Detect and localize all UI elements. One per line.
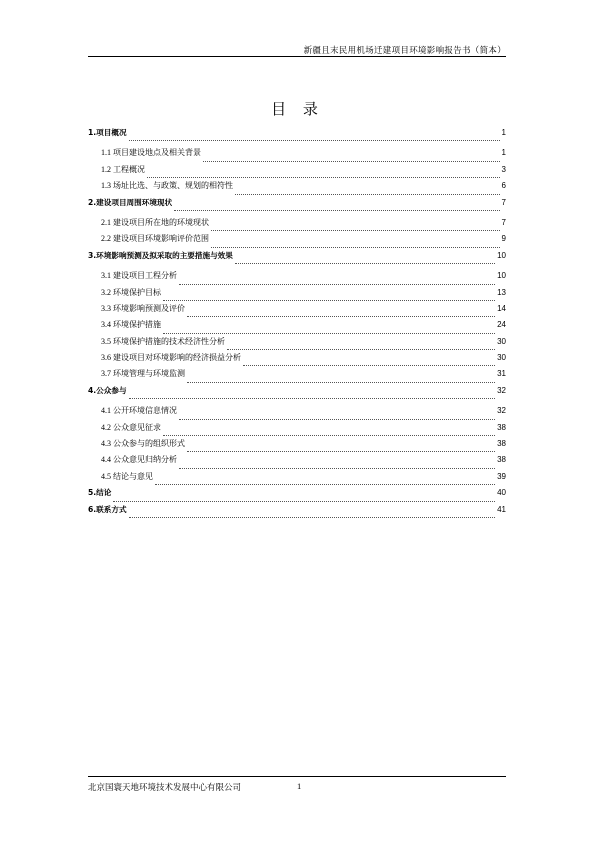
toc-entry-page: 1 — [501, 148, 506, 158]
toc-dot-leader — [179, 468, 495, 469]
toc-section-entry[interactable] — [88, 471, 506, 487]
toc-section-entry[interactable] — [88, 352, 506, 368]
toc-section-entry[interactable] — [88, 164, 506, 180]
toc-entry-label: 3.2 环境保护目标 — [101, 287, 161, 297]
toc-entry-page: 30 — [497, 353, 506, 363]
toc-entry-label: 4.1 公开环境信息情况 — [101, 406, 177, 416]
toc-dot-leader — [155, 484, 495, 485]
page-title: 目 录 — [271, 100, 324, 118]
toc-dot-leader — [129, 517, 496, 518]
toc-entry-page: 1 — [501, 128, 506, 137]
toc-entry-label: 3.7 环境管理与环境监测 — [101, 369, 185, 379]
toc-entry-label: 3.1 建设项目工程分析 — [101, 271, 177, 281]
toc-entry-label: 1.3 场址比选、与政策、规划的相符性 — [101, 181, 233, 191]
toc-entry-page: 14 — [497, 303, 506, 313]
toc-entry-page: 38 — [497, 455, 506, 465]
toc-entry-label: 4.公众参与 — [88, 385, 127, 395]
toc-entry-page: 41 — [497, 504, 506, 514]
toc-entry-label: 2.1 建设项目所在地的环境现状 — [101, 217, 209, 227]
toc-dot-leader — [211, 247, 500, 248]
toc-dot-leader — [187, 451, 495, 452]
toc-entry-label: 3.5 环境保护措施的技术经济性分析 — [101, 336, 225, 346]
footer-page-number: 1 — [297, 781, 302, 791]
toc-section-entry[interactable] — [88, 217, 506, 233]
toc-chapter-entry[interactable] — [88, 127, 506, 143]
toc-entry-page: 9 — [501, 234, 506, 244]
toc-entry-label: 5.结论 — [88, 488, 112, 498]
toc-entry-label: 3.4 环境保护措施 — [101, 320, 161, 330]
toc-entry-label: 2.建设项目周围环境现状 — [88, 197, 173, 207]
toc-chapter-entry[interactable] — [88, 197, 506, 213]
toc-entry-label: 1.2 工程概况 — [101, 164, 145, 174]
toc-entry-page: 24 — [497, 320, 506, 330]
toc-section-entry[interactable] — [88, 454, 506, 470]
toc-chapter-entry[interactable] — [88, 385, 506, 401]
toc-entry-page: 31 — [497, 369, 506, 379]
toc-entry-label: 4.2 公众意见征求 — [101, 422, 161, 432]
toc-entry-label: 1.1 项目建设地点及相关背景 — [101, 148, 201, 158]
toc-entry-label: 6.联系方式 — [88, 504, 127, 514]
toc-entry-label: 3.环境影响预测及拟采取的主要措施与效果 — [88, 250, 233, 260]
toc-section-entry[interactable] — [88, 422, 506, 438]
toc-dot-leader — [174, 210, 499, 211]
toc-entry-page: 38 — [497, 422, 506, 432]
toc-dot-leader — [129, 398, 496, 399]
toc-entry-page: 6 — [501, 181, 506, 191]
toc-dot-leader — [129, 140, 500, 141]
toc-entry-page: 10 — [497, 271, 506, 281]
toc-chapter-entry[interactable] — [88, 250, 506, 266]
toc-dot-leader — [243, 365, 495, 366]
toc-entry-label: 3.6 建设项目对环境影响的经济损益分析 — [101, 353, 241, 363]
toc-entry-page: 13 — [497, 287, 506, 297]
toc-section-entry[interactable] — [88, 287, 506, 303]
running-header: 新疆且末民用机场迁建项目环境影响报告书（简本） — [303, 45, 506, 55]
toc-section-entry[interactable] — [88, 438, 506, 454]
toc-dot-leader — [163, 333, 495, 334]
toc-section-entry[interactable] — [88, 147, 506, 163]
toc-dot-leader — [227, 349, 495, 350]
toc-section-entry[interactable] — [88, 336, 506, 352]
toc-chapter-entry[interactable] — [88, 504, 506, 520]
toc-entry-label: 3.3 环境影响预测及评价 — [101, 303, 185, 313]
toc-section-entry[interactable] — [88, 405, 506, 421]
table-of-contents — [88, 127, 506, 520]
toc-entry-label: 4.5 结论与意见 — [101, 471, 153, 481]
toc-section-entry[interactable] — [88, 233, 506, 249]
toc-entry-page: 38 — [497, 439, 506, 449]
toc-dot-leader — [179, 284, 495, 285]
toc-dot-leader — [147, 177, 500, 178]
toc-dot-leader — [235, 194, 500, 195]
toc-entry-page: 30 — [497, 336, 506, 346]
toc-entry-page: 40 — [497, 488, 506, 498]
toc-dot-leader — [187, 382, 495, 383]
toc-entry-label: 4.3 公众参与的组织形式 — [101, 439, 185, 449]
toc-entry-page: 7 — [501, 197, 506, 207]
toc-entry-label: 2.2 建设项目环境影响评价范围 — [101, 234, 209, 244]
toc-dot-leader — [113, 501, 495, 502]
toc-dot-leader — [179, 419, 495, 420]
toc-entry-page: 39 — [497, 471, 506, 481]
toc-chapter-entry[interactable] — [88, 487, 506, 503]
toc-dot-leader — [163, 300, 495, 301]
toc-entry-label: 1.项目概况 — [88, 128, 127, 137]
toc-entry-page: 32 — [497, 385, 506, 395]
toc-dot-leader — [203, 161, 500, 162]
toc-entry-page: 3 — [501, 164, 506, 174]
toc-entry-label: 4.4 公众意见归纳分析 — [101, 455, 177, 465]
toc-entry-page: 7 — [501, 217, 506, 227]
toc-section-entry[interactable] — [88, 319, 506, 335]
footer-organization: 北京国寰天地环境技术发展中心有限公司 — [88, 782, 242, 792]
header-rule — [88, 56, 506, 57]
toc-entry-page: 10 — [497, 250, 506, 260]
toc-dot-leader — [235, 263, 495, 264]
toc-entry-page: 32 — [497, 406, 506, 416]
toc-dot-leader — [211, 230, 500, 231]
toc-dot-leader — [163, 435, 495, 436]
toc-dot-leader — [187, 316, 495, 317]
footer-rule — [88, 776, 506, 777]
toc-section-entry[interactable] — [88, 303, 506, 319]
toc-section-entry[interactable] — [88, 180, 506, 196]
toc-section-entry[interactable] — [88, 368, 506, 384]
toc-section-entry[interactable] — [88, 270, 506, 286]
